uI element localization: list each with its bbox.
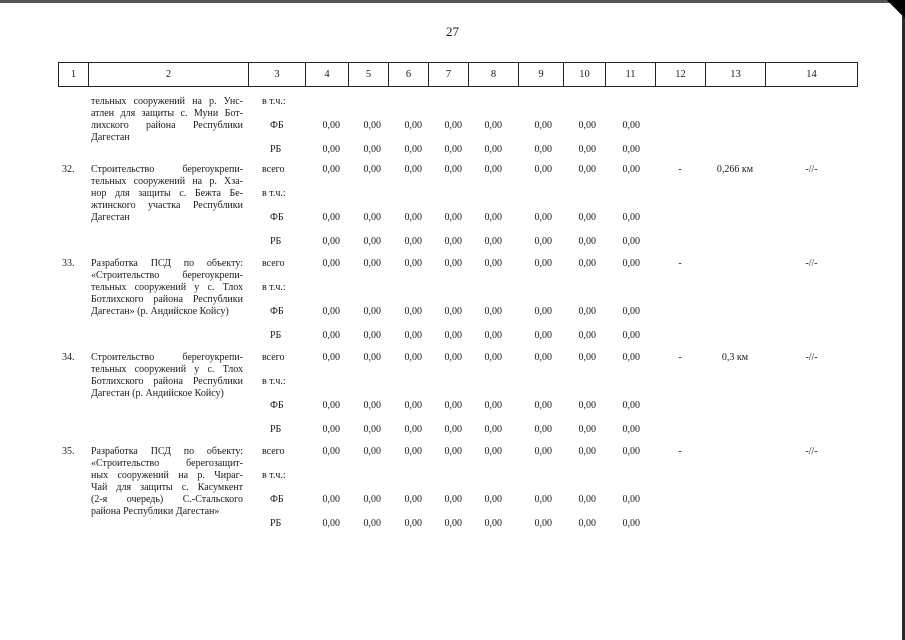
row-35-fb-col-9: 0,00	[534, 494, 552, 505]
row-32-fb-col-11: 0,00	[622, 212, 640, 223]
row-34-col-14: -//-	[805, 352, 818, 363]
row-35-rb-col-6: 0,00	[404, 518, 422, 529]
row-31-cont-fb-col-11: 0,00	[622, 120, 640, 131]
row-33-description-line: Ботлихского района Республики	[91, 294, 243, 305]
row-33-fb-col-9: 0,00	[534, 306, 552, 317]
row-33-description-line: Дагестан» (р. Андийское Койсу)	[91, 306, 229, 317]
row-32-rb-col-4: 0,00	[322, 236, 340, 247]
row-32-total-col-5: 0,00	[363, 164, 381, 175]
row-35-fb-col-4: 0,00	[322, 494, 340, 505]
header-col-2: 2	[88, 62, 248, 87]
row-34-total-col-9: 0,00	[534, 352, 552, 363]
row-31-cont-rb-col-8: 0,00	[484, 144, 502, 155]
row-34-col-12: -	[678, 352, 682, 363]
row-35-col-12: -	[678, 446, 682, 457]
row-34-fb-col-7: 0,00	[444, 400, 462, 411]
row-31-cont-fb-col-7: 0,00	[444, 120, 462, 131]
row-31-cont-rb-col-5: 0,00	[363, 144, 381, 155]
row-34-total-col-11: 0,00	[622, 352, 640, 363]
row-35-total-col-6: 0,00	[404, 446, 422, 457]
row-35-label-incl: в т.ч.:	[262, 470, 286, 481]
row-35-description-line: (2-я очередь) С.-Стальского	[91, 494, 243, 505]
row-32-total-col-7: 0,00	[444, 164, 462, 175]
row-34-total-col-10: 0,00	[578, 352, 596, 363]
row-35-number: 35.	[62, 446, 75, 457]
row-32-total-col-10: 0,00	[578, 164, 596, 175]
row-35-total-col-8: 0,00	[484, 446, 502, 457]
header-col-7: 7	[428, 62, 468, 87]
row-32-label-total: всего	[262, 164, 285, 175]
row-33-description-line: «Строительство берегоукрепи-	[91, 270, 243, 281]
row-32-fb-col-10: 0,00	[578, 212, 596, 223]
row-34-rb-col-8: 0,00	[484, 424, 502, 435]
row-33-number: 33.	[62, 258, 75, 269]
row-31-cont-fb-col-9: 0,00	[534, 120, 552, 131]
row-32-number: 32.	[62, 164, 75, 175]
row-35-fb-col-6: 0,00	[404, 494, 422, 505]
row-33-total-col-9: 0,00	[534, 258, 552, 269]
row-35-total-col-5: 0,00	[363, 446, 381, 457]
row-34-fb-col-10: 0,00	[578, 400, 596, 411]
row-33-rb-col-5: 0,00	[363, 330, 381, 341]
row-32-label-incl: в т.ч.:	[262, 188, 286, 199]
row-35-rb-col-7: 0,00	[444, 518, 462, 529]
row-35-rb-col-9: 0,00	[534, 518, 552, 529]
row-33-total-col-5: 0,00	[363, 258, 381, 269]
row-32-rb-col-8: 0,00	[484, 236, 502, 247]
row-34-fb-col-11: 0,00	[622, 400, 640, 411]
header-col-4: 4	[305, 62, 348, 87]
row-32-label-fb: ФБ	[270, 212, 284, 223]
row-35-total-col-4: 0,00	[322, 446, 340, 457]
row-32-description	[91, 164, 243, 224]
row-32-rb-col-11: 0,00	[622, 236, 640, 247]
row-31-cont-label-rb: РБ	[270, 144, 282, 155]
row-32-total-col-11: 0,00	[622, 164, 640, 175]
row-34-fb-col-9: 0,00	[534, 400, 552, 411]
row-31-cont-rb-col-4: 0,00	[322, 144, 340, 155]
row-32-total-col-6: 0,00	[404, 164, 422, 175]
row-33-total-col-7: 0,00	[444, 258, 462, 269]
row-34-label-incl: в т.ч.:	[262, 376, 286, 387]
row-31-cont-description-line: тельных сооружений на р. Унс-	[91, 96, 243, 107]
row-35-fb-col-11: 0,00	[622, 494, 640, 505]
row-33-fb-col-6: 0,00	[404, 306, 422, 317]
header-col-8: 8	[468, 62, 518, 87]
row-33-rb-col-9: 0,00	[534, 330, 552, 341]
row-31-cont-fb-col-6: 0,00	[404, 120, 422, 131]
row-31-cont-fb-col-8: 0,00	[484, 120, 502, 131]
header-col-11: 11	[605, 62, 655, 87]
row-31-cont-fb-col-5: 0,00	[363, 120, 381, 131]
row-35-rb-col-8: 0,00	[484, 518, 502, 529]
row-32-fb-col-9: 0,00	[534, 212, 552, 223]
table-header	[58, 62, 858, 87]
row-32-col-12: -	[678, 164, 682, 175]
header-col-3: 3	[248, 62, 305, 87]
row-31-cont-rb-col-7: 0,00	[444, 144, 462, 155]
row-32-label-rb: РБ	[270, 236, 282, 247]
row-34-fb-col-5: 0,00	[363, 400, 381, 411]
row-33-label-total: всего	[262, 258, 285, 269]
row-34-fb-col-4: 0,00	[322, 400, 340, 411]
header-col-12: 12	[655, 62, 705, 87]
row-32-fb-col-4: 0,00	[322, 212, 340, 223]
header-col-5: 5	[348, 62, 388, 87]
header-col-13: 13	[705, 62, 765, 87]
row-34-description-line: Ботлихского района Республики	[91, 376, 243, 387]
row-35-description-line: «Строительство берегозащит-	[91, 458, 243, 469]
row-34-description	[91, 352, 243, 400]
row-33-fb-col-7: 0,00	[444, 306, 462, 317]
row-34-total-col-8: 0,00	[484, 352, 502, 363]
row-31-cont-rb-col-9: 0,00	[534, 144, 552, 155]
row-33-fb-col-10: 0,00	[578, 306, 596, 317]
row-31-cont-fb-col-4: 0,00	[322, 120, 340, 131]
row-35-fb-col-7: 0,00	[444, 494, 462, 505]
row-35-fb-col-10: 0,00	[578, 494, 596, 505]
row-35-total-col-10: 0,00	[578, 446, 596, 457]
row-33-fb-col-8: 0,00	[484, 306, 502, 317]
row-32-col-14: -//-	[805, 164, 818, 175]
row-34-total-col-6: 0,00	[404, 352, 422, 363]
row-32-description-line: Строительство берегоукрепи-	[91, 164, 243, 175]
row-32-col-13: 0,266 км	[716, 164, 754, 175]
row-32-description-line: Дагестан	[91, 212, 130, 223]
header-col-6: 6	[388, 62, 428, 87]
row-33-total-col-6: 0,00	[404, 258, 422, 269]
row-32-description-line: тельных сооружений на р. Хза-	[91, 176, 243, 187]
row-32-rb-col-10: 0,00	[578, 236, 596, 247]
header-col-10: 10	[563, 62, 605, 87]
row-31-cont-description-line: лихского района Республики	[91, 120, 243, 131]
row-35-total-col-9: 0,00	[534, 446, 552, 457]
row-31-cont-description	[91, 96, 243, 144]
row-31-cont-rb-col-11: 0,00	[622, 144, 640, 155]
row-33-rb-col-4: 0,00	[322, 330, 340, 341]
row-35-description-line: Разработка ПСД по объекту:	[91, 446, 243, 457]
row-34-rb-col-10: 0,00	[578, 424, 596, 435]
row-34-rb-col-7: 0,00	[444, 424, 462, 435]
row-32-fb-col-8: 0,00	[484, 212, 502, 223]
row-32-rb-col-5: 0,00	[363, 236, 381, 247]
row-33-total-col-11: 0,00	[622, 258, 640, 269]
row-34-description-line: Строительство берегоукрепи-	[91, 352, 243, 363]
row-32-total-col-4: 0,00	[322, 164, 340, 175]
row-33-rb-col-7: 0,00	[444, 330, 462, 341]
row-33-rb-col-11: 0,00	[622, 330, 640, 341]
row-35-total-col-11: 0,00	[622, 446, 640, 457]
row-32-fb-col-6: 0,00	[404, 212, 422, 223]
row-34-fb-col-8: 0,00	[484, 400, 502, 411]
row-34-fb-col-6: 0,00	[404, 400, 422, 411]
row-35-description-line: ных сооружений на р. Чираг-	[91, 470, 243, 481]
header-col-1: 1	[58, 62, 88, 87]
row-31-cont-fb-col-10: 0,00	[578, 120, 596, 131]
row-35-description	[91, 446, 243, 518]
row-34-col-13: 0,3 км	[721, 352, 749, 363]
row-35-col-14: -//-	[805, 446, 818, 457]
row-33-total-col-10: 0,00	[578, 258, 596, 269]
row-33-fb-col-4: 0,00	[322, 306, 340, 317]
scan-edge-top	[0, 0, 905, 3]
row-32-fb-col-7: 0,00	[444, 212, 462, 223]
row-33-total-col-4: 0,00	[322, 258, 340, 269]
row-34-description-line: Дагестан (р. Андийское Койсу)	[91, 388, 224, 399]
row-31-cont-rb-col-6: 0,00	[404, 144, 422, 155]
row-31-cont-label-incl: в т.ч.:	[262, 96, 286, 107]
row-34-rb-col-9: 0,00	[534, 424, 552, 435]
row-35-rb-col-5: 0,00	[363, 518, 381, 529]
row-33-description-line: Разработка ПСД по объекту:	[91, 258, 243, 269]
row-34-description-line: тельных сооружений у с. Тлох	[91, 364, 243, 375]
row-32-rb-col-7: 0,00	[444, 236, 462, 247]
row-33-label-rb: РБ	[270, 330, 282, 341]
row-35-fb-col-5: 0,00	[363, 494, 381, 505]
row-34-label-total: всего	[262, 352, 285, 363]
row-33-description	[91, 258, 243, 318]
row-35-fb-col-8: 0,00	[484, 494, 502, 505]
row-31-cont-rb-col-10: 0,00	[578, 144, 596, 155]
row-33-col-12: -	[678, 258, 682, 269]
row-31-cont-description-line: атлен для защиты с. Муни Бот-	[91, 108, 243, 119]
row-33-rb-col-10: 0,00	[578, 330, 596, 341]
row-35-total-col-7: 0,00	[444, 446, 462, 457]
header-col-9: 9	[518, 62, 563, 87]
row-34-number: 34.	[62, 352, 75, 363]
row-35-label-total: всего	[262, 446, 285, 457]
row-33-fb-col-5: 0,00	[363, 306, 381, 317]
row-34-total-col-4: 0,00	[322, 352, 340, 363]
row-32-total-col-8: 0,00	[484, 164, 502, 175]
row-32-fb-col-5: 0,00	[363, 212, 381, 223]
header-col-14: 14	[765, 62, 858, 87]
row-35-label-rb: РБ	[270, 518, 282, 529]
row-34-rb-col-5: 0,00	[363, 424, 381, 435]
row-35-description-line: Чай для защиты с. Касумкент	[91, 482, 243, 493]
row-34-label-rb: РБ	[270, 424, 282, 435]
row-33-label-incl: в т.ч.:	[262, 282, 286, 293]
row-33-total-col-8: 0,00	[484, 258, 502, 269]
row-34-label-fb: ФБ	[270, 400, 284, 411]
row-32-description-line: нор для защиты с. Бежта Бе-	[91, 188, 243, 199]
row-35-rb-col-10: 0,00	[578, 518, 596, 529]
row-35-rb-col-4: 0,00	[322, 518, 340, 529]
row-33-description-line: тельных сооружений у с. Тлох	[91, 282, 243, 293]
scan-corner	[883, 0, 905, 18]
row-33-rb-col-6: 0,00	[404, 330, 422, 341]
row-33-fb-col-11: 0,00	[622, 306, 640, 317]
row-32-rb-col-9: 0,00	[534, 236, 552, 247]
row-33-col-14: -//-	[805, 258, 818, 269]
row-34-rb-col-11: 0,00	[622, 424, 640, 435]
row-34-rb-col-6: 0,00	[404, 424, 422, 435]
row-32-description-line: жтинского участка Республики	[91, 200, 243, 211]
row-31-cont-label-fb: ФБ	[270, 120, 284, 131]
row-35-label-fb: ФБ	[270, 494, 284, 505]
row-34-rb-col-4: 0,00	[322, 424, 340, 435]
page-number: 27	[446, 24, 459, 39]
row-34-total-col-5: 0,00	[363, 352, 381, 363]
row-35-rb-col-11: 0,00	[622, 518, 640, 529]
row-31-cont-description-line: Дагестан	[91, 132, 130, 143]
row-32-total-col-9: 0,00	[534, 164, 552, 175]
row-33-label-fb: ФБ	[270, 306, 284, 317]
row-32-rb-col-6: 0,00	[404, 236, 422, 247]
row-35-description-line: района Республики Дагестан»	[91, 506, 220, 517]
row-34-total-col-7: 0,00	[444, 352, 462, 363]
row-33-rb-col-8: 0,00	[484, 330, 502, 341]
